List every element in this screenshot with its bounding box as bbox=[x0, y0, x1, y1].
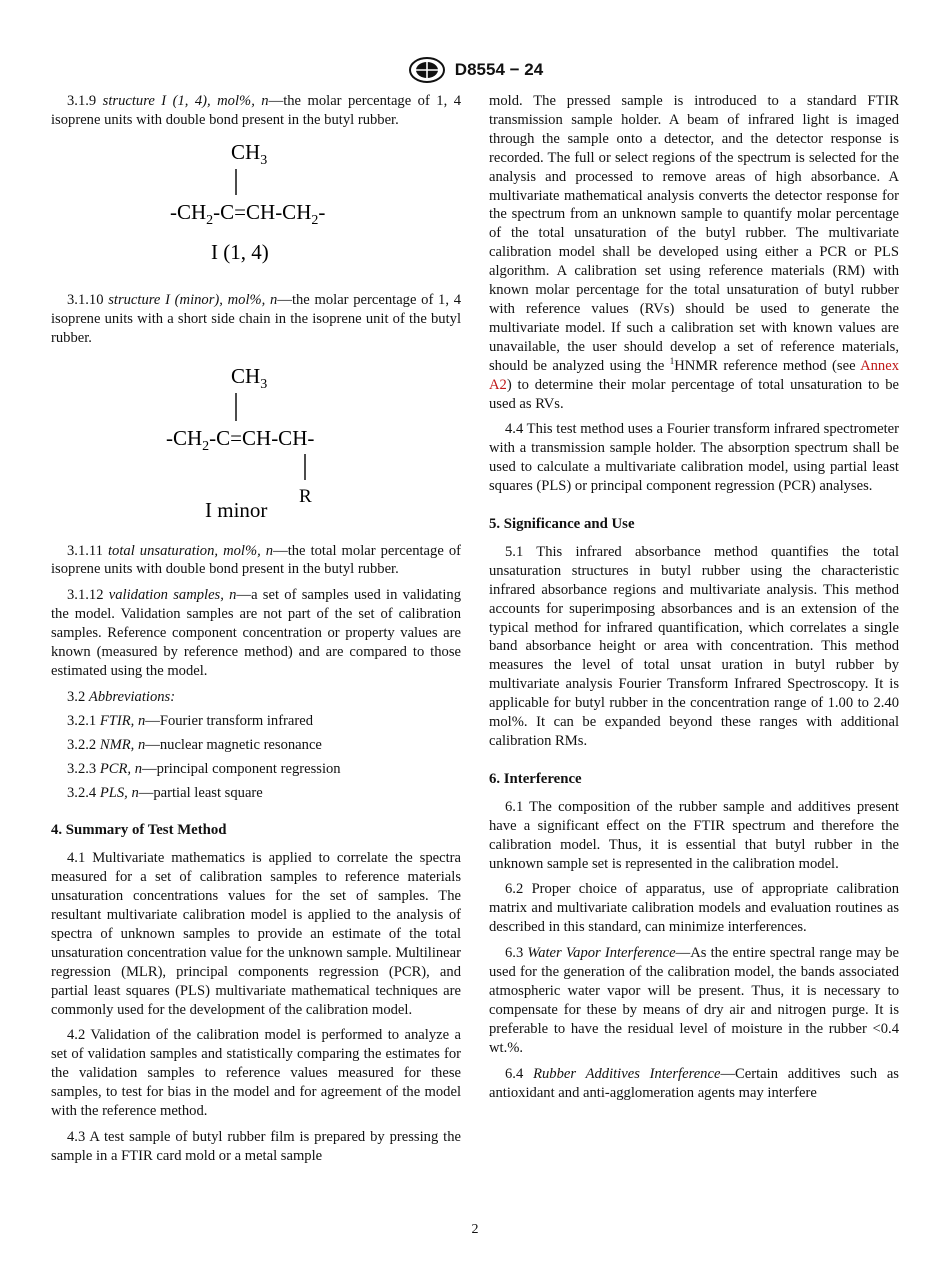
section-6-heading: 6. Interference bbox=[489, 770, 582, 787]
structure-i-minor-diagram bbox=[51, 355, 461, 520]
abbreviation-item: 3.2.1 FTIR, n—Fourier transform infrared bbox=[67, 712, 314, 729]
definition-3-1-9: 3.1.9 structure I (1, 4), mol%, n—the molar percentage of 1, 4 isoprene units with double bond present in the butyl rubber. bbox=[51, 93, 461, 128]
paragraph-6-3: 6.3 Water Vapor Interference—As the entire spectral range may be used for the generation of the calibration model, the bands associated atmospheric water vapor will be present. Thus, it is necessary to compensate for these by means of dry air and nitrogen purge. It is preferable to have the residual level of moisture in the rubber <0.4 wt.%. bbox=[489, 945, 899, 1056]
document-id: D8554 − 24 bbox=[454, 60, 544, 79]
structure-label: I (1, 4) bbox=[211, 239, 269, 264]
r-label: R bbox=[299, 485, 312, 507]
ch3-label: $CH_3$ bbox=[231, 139, 268, 168]
chain-formula: $-CH_2-C=CH-CH_2-$ bbox=[170, 199, 326, 228]
structure-label: I minor bbox=[205, 497, 268, 520]
paragraph-4-3: 4.3 A test sample of butyl rubber film is prepared by pressing the sample in a FTIR card mold or a metal sample bbox=[51, 1129, 461, 1164]
right-column bbox=[489, 92, 899, 1109]
paragraph-4-4: 4.4 This test method uses a Fourier transform infrared spectrometer with a transmission sample holder. The absorption spectrum shall be used to calculate a multivariate calibration model, using partial least squares (PLS) or principal component regression (PCR) analyses. bbox=[489, 421, 899, 495]
chain-formula: $-CH_2-C=CH-CH-$ bbox=[166, 425, 315, 454]
annex-a2-link[interactable]: Annex A2 bbox=[489, 357, 899, 393]
page-header bbox=[0, 56, 950, 84]
section-5-heading: 5. Significance and Use bbox=[489, 516, 635, 533]
definition-3-1-10: 3.1.10 structure I (minor), mol%, n—the molar percentage of 1, 4 isoprene units with a short side chain in the isoprene unit of the butyl rubber. bbox=[51, 291, 461, 346]
left-column bbox=[51, 92, 461, 1173]
definition-3-1-12: 3.1.12 validation samples, n—a set of samples used in validating the model. Validation samples are not part of the set of calibration samples. Reference component concentration or property values are known (measured by reference method) and are compared to those estimated using the model. bbox=[51, 587, 462, 679]
structure-i-14-diagram bbox=[51, 137, 461, 267]
section-3-2-heading: 3.2 Abbreviations: bbox=[67, 688, 176, 705]
page-number: 2 bbox=[471, 1222, 479, 1237]
definition-3-1-11: 3.1.11 total unsaturation, mol%, n—the total molar percentage of isoprene units with double bond present in the butyl rubber. bbox=[51, 542, 461, 578]
paragraph-4-3-continued: mold. The pressed sample is introduced to a standard FTIR transmission sample holder. A beam of infrared light is imaged through the sample onto a detector, and the detector response is recorded. The full or select regions of the spectrum is selected for the analysis and processed to remove areas of high absorbance. A multivariate mathematical analysis converts the detector response for the spectrum from an unknown sample to quantify molar percentage of the total unsaturation of the butyl rubber. The multivariate calibration model shall be developed using either a PCR or PLS algorithm. A calibration set using reference materials (RM) with known molar percentage for the total unsaturation of butyl rubber with reference values (RVs) should be used to generate the multivariate model. If such a calibration set with known values are unavailable, the user should develop a set of reference materials, should be analyzed using the $^1$HNMR reference method (see Annex A2) to determine their molar percentage of total unsaturation to be used as RVs. bbox=[489, 93, 899, 412]
paragraph-5-1: 5.1 This infrared absorbance method quantifies the total unsaturation structures in butyl rubber using the characteristic infrared absorbance regions and multivariate analysis. This method accounts for superimposing absorbances and is an extension of the typical method for infrared quantification, which correlates a single band absorbance height or area with concentration. This method measures the level of total unsat uration in butyl rubber by multivariate analysis Fourier Transform Infrared Spectroscopy. It is applicable for butyl rubber in the concentration range of 1.00 to 2.40 mol%. It can be expanded beyond these ranges with additional calibration RMs. bbox=[489, 543, 899, 749]
paragraph-6-1: 6.1 The composition of the rubber sample and additives present have a significant effect on the FTIR spectrum and therefore the calibration model. Thus, it is essential that butyl rubber in the unknown sample set is represented in the calibration model. bbox=[489, 798, 899, 872]
paragraph-4-1: 4.1 Multivariate mathematics is applied to correlate the spectra measured for a set of calibration samples to reference materials unsaturation concentrations values for the set of samples. The resultant multivariate calibration model is applied to the analysis of spectra of unknown samples to provide an estimate of the total unsaturation concentration value for the unknown sample. Multilinear regression (MLR), principal components regression (PCR), and partial least squares (PLS) multivariate mathematical techniques are commonly used for the development of the calibration model. bbox=[51, 850, 461, 1018]
section-4-heading: 4. Summary of Test Method bbox=[51, 822, 227, 839]
abbreviation-item: 3.2.2 NMR, n—nuclear magnetic resonance bbox=[67, 736, 322, 753]
abbreviation-item: 3.2.3 PCR, n—principal component regression bbox=[67, 760, 341, 777]
astm-logo-icon bbox=[407, 56, 447, 84]
abbreviation-item: 3.2.4 PLS, n—partial least square bbox=[67, 784, 263, 801]
paragraph-4-2: 4.2 Validation of the calibration model is performed to analyze a set of validation samples and statistically comparing the estimates for the validation samples to reference values measured for these samples, to test for bias in the model and for agreement of the model with the reference method. bbox=[51, 1027, 461, 1120]
paragraph-6-2: 6.2 Proper choice of apparatus, use of appropriate calibration matrix and multivariate calibration models and evaluation routines as described in this standard, can minimize interferences. bbox=[489, 881, 899, 936]
ch3-label: $CH_3$ bbox=[231, 363, 268, 392]
paragraph-6-4: 6.4 Rubber Additives Interference—Certain additives such as antioxidant and anti-agglomeration agents may interfere bbox=[489, 1065, 899, 1101]
